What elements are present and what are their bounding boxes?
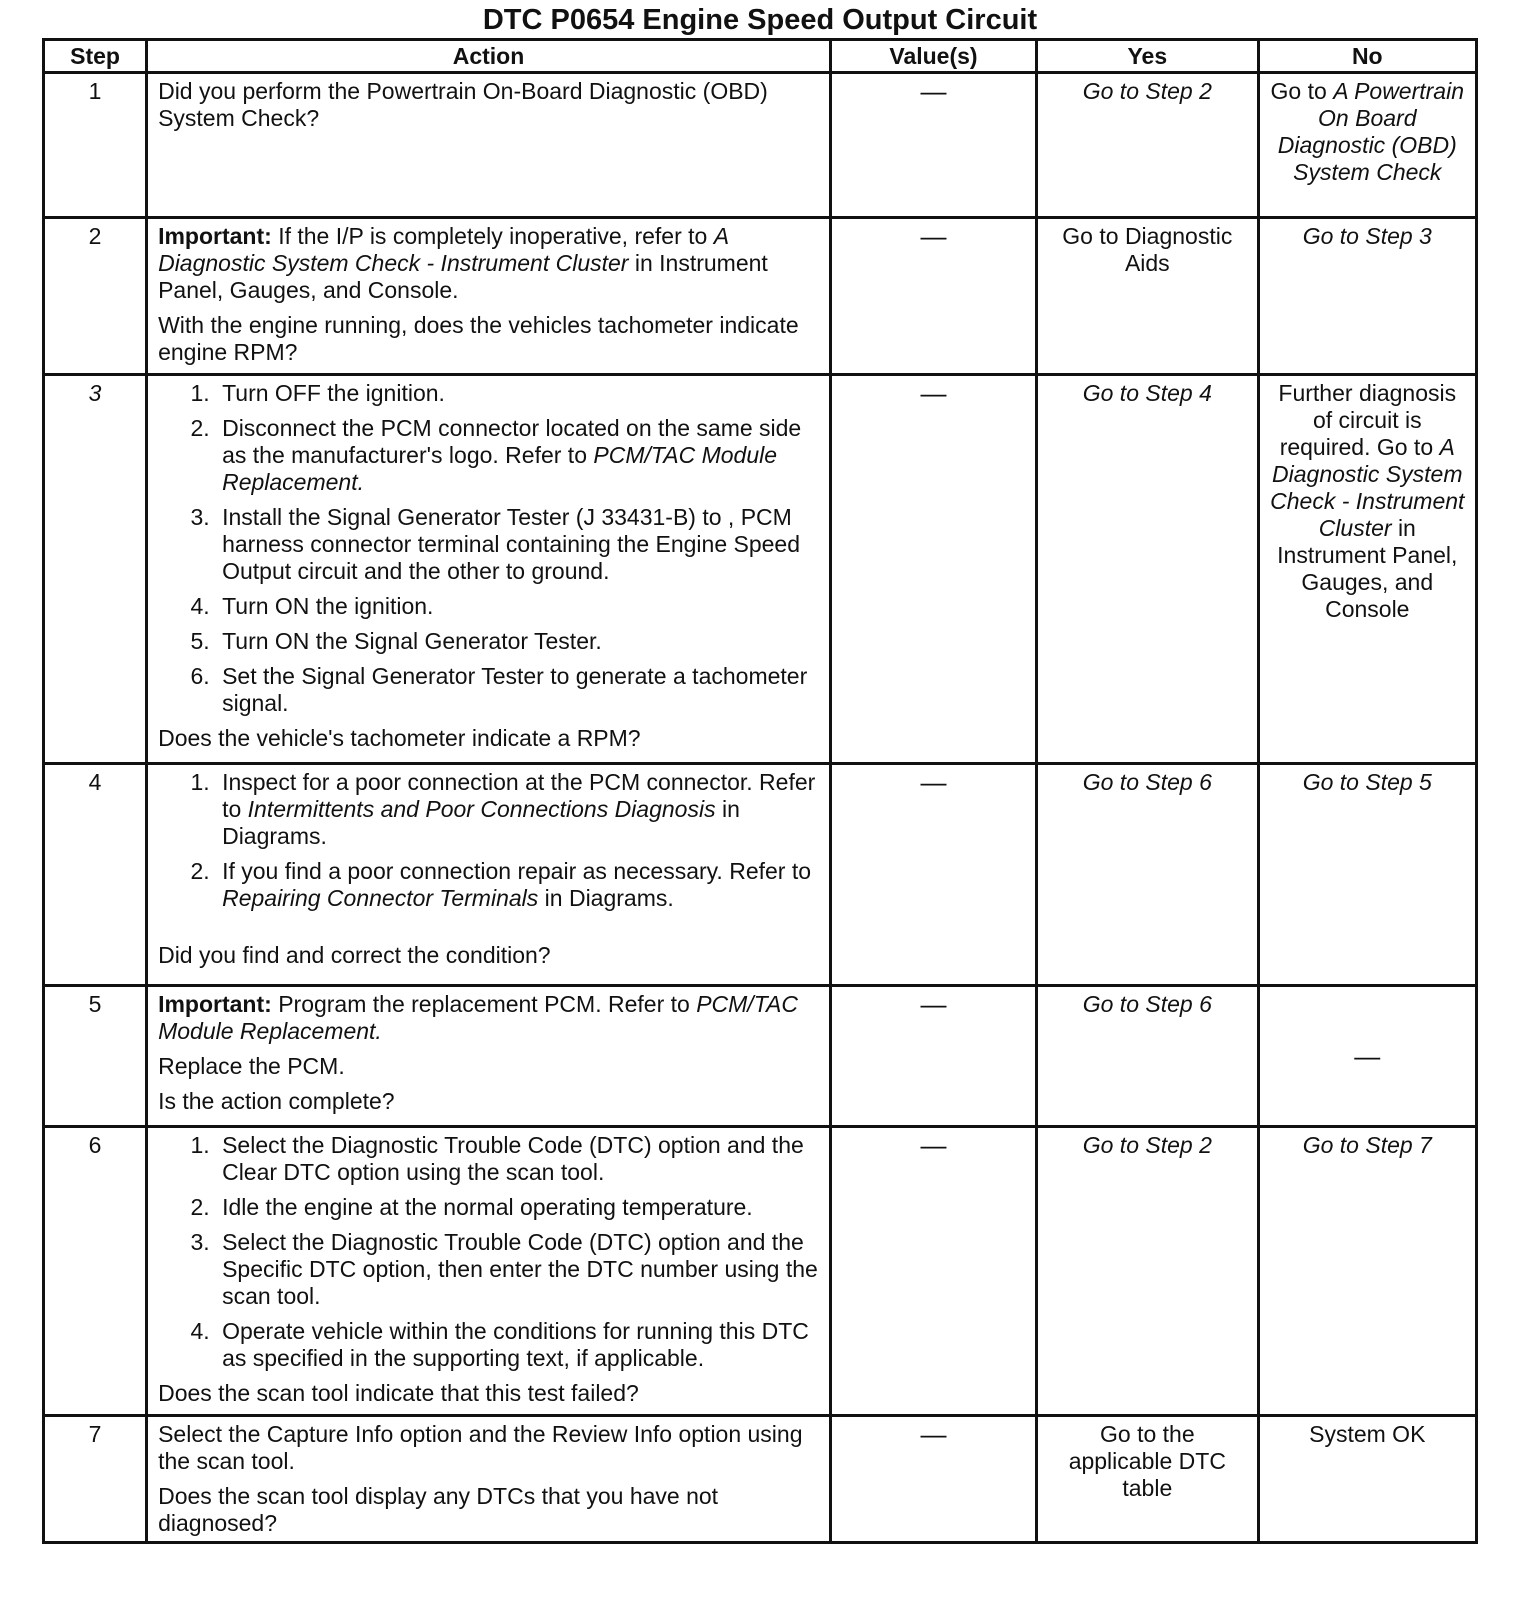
action-cell xyxy=(147,218,831,375)
no-cell xyxy=(1258,1127,1476,1416)
list-item: 1. Inspect for a poor connection at the PCM connector. Refer to Intermittents and Poor Connections Diagnosis in Diagrams. xyxy=(216,769,819,850)
action-question: Does the scan tool display any DTCs that you have not diagnosed? xyxy=(158,1483,719,1536)
list-item: 4. Operate vehicle within the conditions for running this DTC as specified in the supporting text, if applicable. xyxy=(216,1318,819,1372)
action-text: Replace the PCM. xyxy=(158,1053,345,1079)
action-question: Did you find and correct the condition? xyxy=(158,942,551,968)
action-question: Did you perform the Powertrain On-Board Diagnostic (OBD) System Check? xyxy=(158,78,768,131)
yes-cell xyxy=(1037,764,1258,986)
action-cell xyxy=(147,764,831,986)
ref-link[interactable]: A Diagnostic System Check - Instrument Cluster xyxy=(158,223,729,276)
yes-cell xyxy=(1037,73,1258,218)
action-steps xyxy=(158,769,819,912)
action-cell xyxy=(147,375,831,764)
no-cell xyxy=(1258,1416,1476,1543)
action-cell xyxy=(147,1416,831,1543)
ref-link[interactable]: Intermittents and Poor Connections Diagnosis xyxy=(247,796,716,822)
header-no: No xyxy=(1258,40,1476,73)
table-row xyxy=(44,986,1477,1127)
no-cell: — xyxy=(1258,986,1476,1127)
action-question: Is the action complete? xyxy=(158,1088,395,1114)
yes-cell xyxy=(1037,218,1258,375)
yes-link[interactable]: Go to the applicable DTC table xyxy=(1068,1421,1226,1501)
page-title: DTC P0654 Engine Speed Output Circuit xyxy=(482,4,1038,36)
table-row xyxy=(44,375,1477,764)
yes-cell xyxy=(1037,1127,1258,1416)
header-values: Value(s) xyxy=(830,40,1036,73)
yes-cell xyxy=(1037,375,1258,764)
no-link[interactable]: A Diagnostic System Check - Instrument Cluster xyxy=(1270,434,1465,541)
diagnostic-table xyxy=(42,38,1478,1544)
action-question: Does the vehicle's tachometer indicate a RPM? xyxy=(158,725,641,751)
value-cell: — xyxy=(830,1416,1036,1543)
no-cell xyxy=(1258,764,1476,986)
list-item: 1. Turn OFF the ignition. xyxy=(216,380,819,407)
no-link[interactable]: A Powertrain On Board Diagnostic (OBD) System Check xyxy=(1277,78,1464,185)
action-cell xyxy=(147,1127,831,1416)
list-item: 3. Install the Signal Generator Tester (J 33431-B) to , PCM harness connector terminal containing the Engine Speed Output circuit and the other to ground. xyxy=(216,504,819,585)
ref-link[interactable]: Repairing Connector Terminals xyxy=(222,885,539,911)
action-question: Does the scan tool indicate that this test failed? xyxy=(158,1380,639,1406)
yes-link[interactable]: Go to Diagnostic Aids xyxy=(1062,223,1233,276)
list-item: 2. If you find a poor connection repair as necessary. Refer to Repairing Connector Terminals in Diagrams. xyxy=(216,858,819,912)
ref-link[interactable]: PCM/TAC Module Replacement. xyxy=(158,991,798,1044)
value-cell: — xyxy=(830,764,1036,986)
header-action: Action xyxy=(147,40,831,73)
table-row xyxy=(44,73,1477,218)
value-cell: — xyxy=(830,73,1036,218)
yes-link[interactable]: Go to Step 4 xyxy=(1082,380,1212,406)
header-yes: Yes xyxy=(1037,40,1258,73)
action-cell xyxy=(147,986,831,1127)
step-number: 4 xyxy=(44,764,147,986)
no-link[interactable]: Go to Step 7 xyxy=(1302,1132,1432,1158)
table-row xyxy=(44,1127,1477,1416)
action-steps xyxy=(158,1132,819,1372)
list-item: 5. Turn ON the Signal Generator Tester. xyxy=(216,628,819,655)
important-note: Important: If the I/P is completely inoperative, refer to A Diagnostic System Check - Instrument Cluster in Instrument Panel, Gauges, and Console. xyxy=(158,223,768,303)
list-item: 3. Select the Diagnostic Trouble Code (DTC) option and the Specific DTC option, then enter the DTC number using the scan tool. xyxy=(216,1229,819,1310)
step-number: 2 xyxy=(44,218,147,375)
action-steps xyxy=(158,380,819,717)
list-item: 2. Idle the engine at the normal operating temperature. xyxy=(216,1194,819,1221)
header-step: Step xyxy=(44,40,147,73)
no-cell xyxy=(1258,218,1476,375)
step-number: 7 xyxy=(44,1416,147,1543)
no-cell: Further diagnosis of circuit is required. Go to A Diagnostic System Check - Instrument Cluster in Instrument Panel, Gauges, and Console xyxy=(1258,375,1476,764)
no-cell: Go to A Powertrain On Board Diagnostic (OBD) System Check xyxy=(1258,73,1476,218)
yes-link[interactable]: Go to Step 6 xyxy=(1082,991,1212,1017)
value-cell: — xyxy=(830,218,1036,375)
yes-link[interactable]: Go to Step 6 xyxy=(1082,769,1212,795)
yes-cell xyxy=(1037,986,1258,1127)
action-cell xyxy=(147,73,831,218)
value-cell: — xyxy=(830,1127,1036,1416)
action-question: With the engine running, does the vehicles tachometer indicate engine RPM? xyxy=(158,312,799,365)
important-note: Important: Program the replacement PCM. Refer to PCM/TAC Module Replacement. xyxy=(158,991,798,1044)
value-cell: — xyxy=(830,986,1036,1127)
list-item: 6. Set the Signal Generator Tester to generate a tachometer signal. xyxy=(216,663,819,717)
list-item: 2. Disconnect the PCM connector located on the same side as the manufacturer's logo. Refer to PCM/TAC Module Replacement. xyxy=(216,415,819,496)
step-number: 5 xyxy=(44,986,147,1127)
ref-link[interactable]: PCM/TAC Module Replacement. xyxy=(222,442,778,495)
table-row xyxy=(44,218,1477,375)
list-item: 4. Turn ON the ignition. xyxy=(216,593,819,620)
table-row xyxy=(44,764,1477,986)
step-number: 3 xyxy=(44,375,147,764)
yes-cell xyxy=(1037,1416,1258,1543)
yes-link[interactable]: Go to Step 2 xyxy=(1082,78,1212,104)
step-number: 1 xyxy=(44,73,147,218)
header-row xyxy=(44,40,1477,73)
value-cell: — xyxy=(830,375,1036,764)
no-text: System OK xyxy=(1309,1421,1426,1447)
step-number: 6 xyxy=(44,1127,147,1416)
list-item: 1. Select the Diagnostic Trouble Code (DTC) option and the Clear DTC option using the scan tool. xyxy=(216,1132,819,1186)
no-link[interactable]: Go to Step 5 xyxy=(1302,769,1432,795)
action-text: Select the Capture Info option and the Review Info option using the scan tool. xyxy=(158,1421,803,1474)
no-link[interactable]: Go to Step 3 xyxy=(1302,223,1432,249)
yes-link[interactable]: Go to Step 2 xyxy=(1082,1132,1212,1158)
table-row xyxy=(44,1416,1477,1543)
